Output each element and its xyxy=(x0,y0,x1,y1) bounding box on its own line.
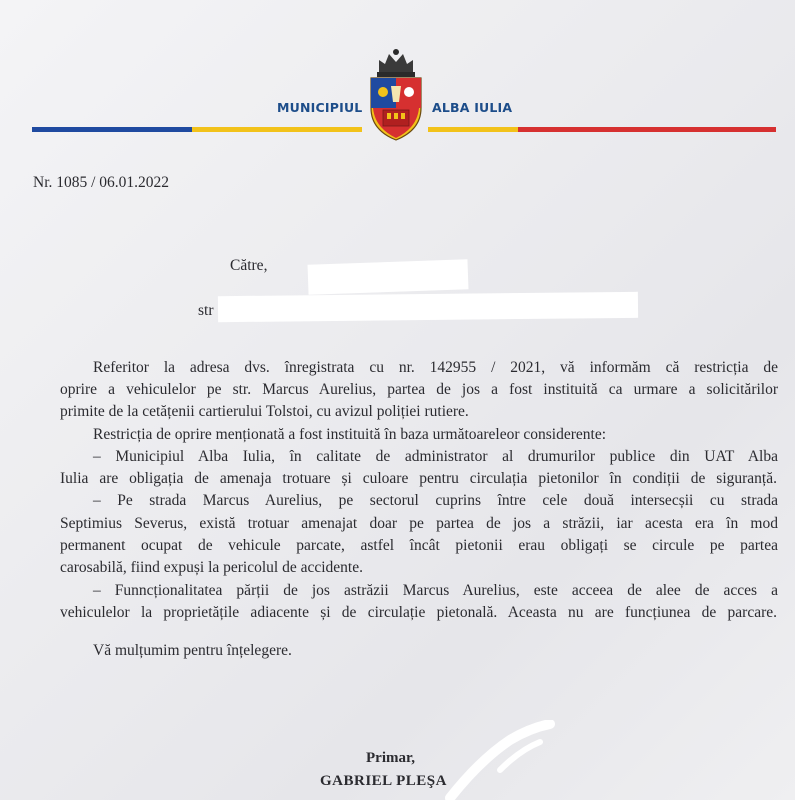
recipient-salutation: Către, xyxy=(230,257,268,274)
tricolor-band-yellow xyxy=(192,127,362,132)
redacted-recipient-address xyxy=(218,292,638,322)
signature-scribble-icon xyxy=(440,720,560,800)
tricolor-band-blue xyxy=(32,127,192,132)
header-label-alba-iulia: ALBA IULIA xyxy=(432,100,513,115)
body-line: – Pe strada Marcus Aurelius, pe sectorul cuprins între cele două intersecșii cu strada xyxy=(93,492,778,509)
city-crest-icon xyxy=(365,46,427,142)
reference-number: Nr. 1085 / 06.01.2022 xyxy=(33,174,170,191)
recipient-street-prefix: str xyxy=(198,302,214,319)
tricolor-band-red xyxy=(518,127,776,132)
body-line: Referitor la adresa dvs. înregistrata cu nr. 142955 / 2021, vă informăm că restricția de xyxy=(93,359,778,376)
body-line: Restricția de oprire menționată a fost instituită în baza următoareleor considerente: xyxy=(93,426,607,443)
body-line: primite de la cetățenii cartierului Tolstoi, cu avizul poliției rutiere. xyxy=(60,403,469,420)
body-line: carosabilă, fiind expuși la pericolul de accidente. xyxy=(60,559,363,576)
signature-name: GABRIEL PLEŞA xyxy=(320,773,447,789)
body-line: Septimius Severus, există trotuar amenajat doar pe partea de jos a străzii, iar acesta era în mod xyxy=(60,515,778,532)
closing-text: Vă mulțumim pentru înțelegere. xyxy=(93,642,292,659)
body-line: vehiculelor la proprietățile adiacente și de circulație pietonală. Aceasta nu are funcțiunea de parcare. xyxy=(60,604,777,621)
body-line: oprire a vehiculelor pe str. Marcus Aurelius, partea de jos a fost instituită ca urmare a solicitărilor xyxy=(60,381,778,398)
redacted-recipient-name xyxy=(308,259,469,295)
signature-title: Primar, xyxy=(366,750,416,766)
body-line: – Funncționalitatea părții de jos astrăzii Marcus Aurelius, este acceea de alee de acces a xyxy=(93,582,778,599)
tricolor-band-yellow-right xyxy=(428,127,518,132)
body-line: – Municipiul Alba Iulia, în calitate de administrator al drumurilor publice din UAT Alba xyxy=(93,448,778,465)
header-label-municipiul: MUNICIPIUL xyxy=(277,100,363,115)
body-line: permanent ocupat de vehicule parcate, astfel încât pietonii erau obligați se circule pe partea xyxy=(60,537,778,554)
body-line: Iulia are obligația de amenaja trotuare și culoare pentru circulația pietonilor în condiții de siguranță. xyxy=(60,470,777,487)
